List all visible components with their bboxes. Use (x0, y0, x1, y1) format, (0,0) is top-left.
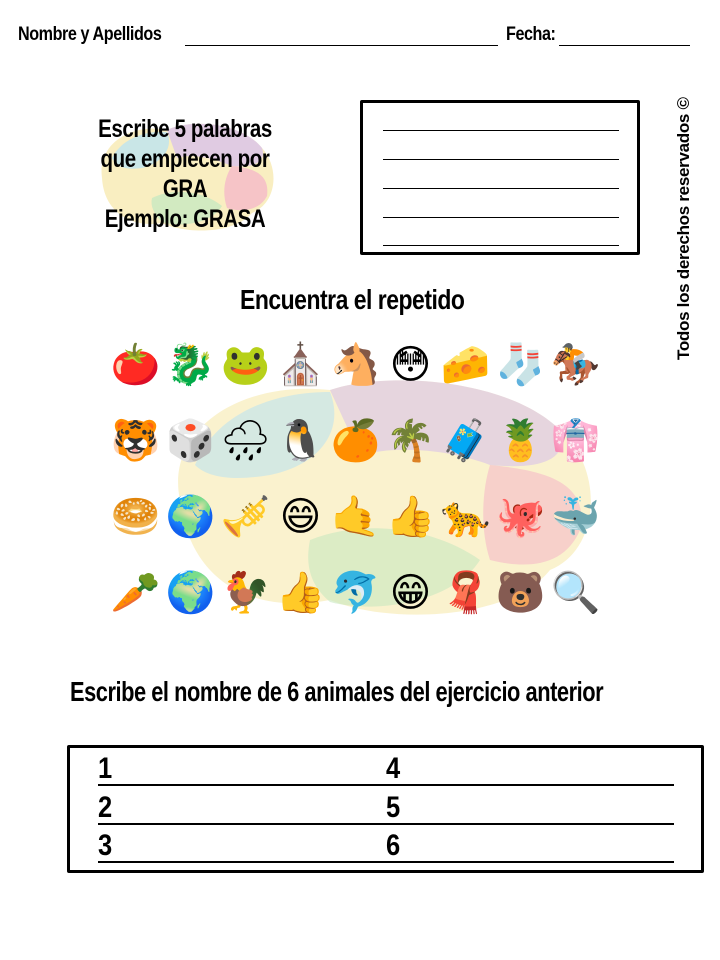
rooster-icon[interactable]: 🐓 (220, 571, 271, 615)
find-repeated-title: Encuentra el repetido (240, 284, 465, 315)
emoji-row (108, 492, 608, 542)
instruction-gra (60, 114, 310, 234)
animal-line-3[interactable] (98, 861, 674, 863)
suitcase-icon[interactable]: 🧳 (440, 419, 491, 463)
flushed-face-icon[interactable]: 😳 (389, 343, 432, 387)
dolphin-icon[interactable]: 🐬 (330, 571, 381, 615)
magnifying-glass-icon[interactable]: 🔍 (550, 571, 601, 615)
horse-icon[interactable]: 🐴 (330, 343, 381, 387)
answer-line-5[interactable] (383, 245, 619, 246)
copyright-notice: Todos los derechos reservados © (674, 97, 693, 360)
carrot-icon[interactable]: 🥕 (110, 571, 161, 615)
answer-line-1[interactable] (383, 130, 619, 131)
instruction-line-3: GRA (162, 175, 208, 203)
animals-title: Escribe el nombre de 6 animales del ejercicio anterior (70, 676, 604, 707)
trumpet-icon[interactable]: 🎺 (220, 495, 271, 539)
answer-line-3[interactable] (383, 188, 619, 189)
animal-number-4: 4 (386, 752, 401, 785)
thumbs-up-icon[interactable]: 👍 (275, 571, 326, 615)
animal-number-6: 6 (386, 829, 401, 862)
emoji-row (108, 340, 608, 390)
animal-number-5: 5 (386, 791, 401, 824)
animal-number-3: 3 (98, 829, 113, 862)
cheese-icon[interactable]: 🧀 (440, 343, 491, 387)
scarf-icon[interactable]: 🧣 (440, 571, 491, 615)
emoji-row (108, 568, 608, 618)
palm-tree-icon[interactable]: 🌴 (385, 419, 436, 463)
thumbs-up-icon[interactable]: 👍 (385, 495, 436, 539)
words-answer-box (360, 100, 640, 255)
date-line[interactable] (559, 45, 690, 46)
globe-icon[interactable]: 🌍 (165, 495, 216, 539)
answer-line-2[interactable] (383, 159, 619, 160)
answer-line-4[interactable] (383, 217, 619, 218)
kimono-icon[interactable]: 👘 (550, 419, 601, 463)
pineapple-icon[interactable]: 🍍 (495, 419, 546, 463)
instruction-line-1: Escribe 5 palabras (98, 115, 272, 143)
bagel-icon[interactable]: 🥯 (110, 495, 161, 539)
animal-line-2[interactable] (98, 823, 674, 825)
name-line[interactable] (185, 45, 498, 46)
emoji-row (108, 416, 608, 466)
horse-racing-icon[interactable]: 🏇 (550, 343, 601, 387)
frog-icon[interactable]: 🐸 (220, 343, 271, 387)
emoji-grid (108, 340, 608, 644)
orange-icon[interactable]: 🍊 (330, 419, 381, 463)
globe-icon[interactable]: 🌍 (165, 571, 216, 615)
grinning-face-icon[interactable]: 😄 (279, 495, 322, 539)
penguin-icon[interactable]: 🐧 (275, 419, 326, 463)
socks-icon[interactable]: 🧦 (495, 343, 546, 387)
name-label: Nombre y Apellidos (18, 24, 162, 45)
animal-number-1: 1 (98, 752, 113, 785)
call-me-hand-icon[interactable]: 🤙 (330, 495, 381, 539)
whale-icon[interactable]: 🐳 (550, 495, 601, 539)
animal-number-2: 2 (98, 791, 113, 824)
instruction-example: Ejemplo: GRASA (104, 205, 266, 233)
instruction-line-2: que empiecen por (100, 145, 270, 173)
dice-icon[interactable]: 🎲 (165, 419, 216, 463)
date-label: Fecha: (506, 24, 556, 45)
animals-answer-box (67, 745, 704, 873)
rain-cloud-icon[interactable]: 🌧 (220, 419, 271, 463)
church-icon[interactable]: ⛪ (275, 343, 326, 387)
octopus-icon[interactable]: 🐙 (495, 495, 546, 539)
grinning-face-icon[interactable]: 😁 (389, 571, 432, 615)
tiger-icon[interactable]: 🐯 (110, 419, 161, 463)
animal-line-1[interactable] (98, 784, 674, 786)
dragon-icon[interactable]: 🐉 (165, 343, 216, 387)
tomato-icon[interactable]: 🍅 (110, 343, 161, 387)
bear-icon[interactable]: 🐻 (495, 571, 546, 615)
leopard-icon[interactable]: 🐆 (440, 495, 491, 539)
